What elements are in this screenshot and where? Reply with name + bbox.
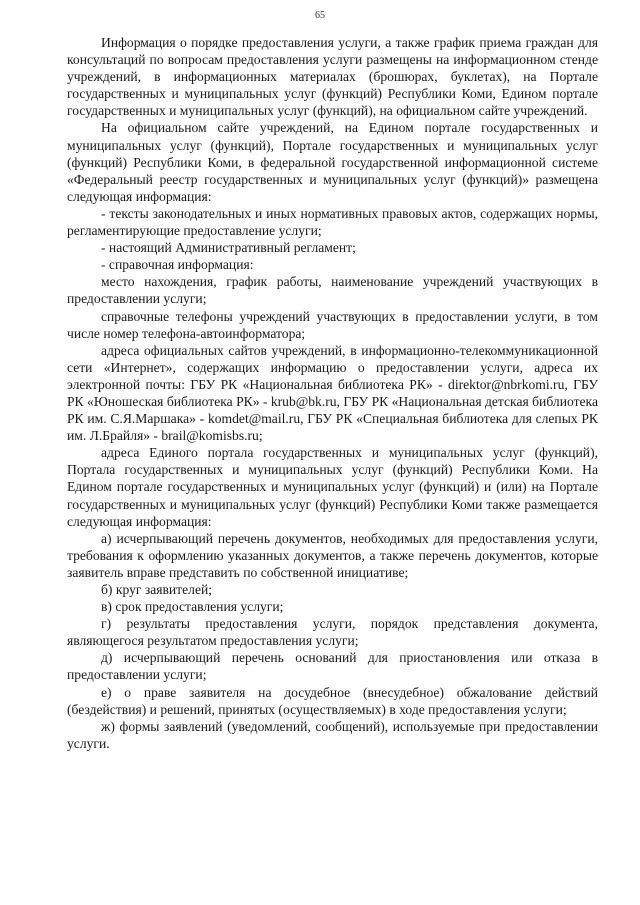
list-item-zh: ж) формы заявлений (уведомлений, сообщений), используемые при предоставлении услуги. xyxy=(67,718,598,751)
list-item-g: г) результаты предоставления услуги, порядок представления документа, являющегося результатом предоставления услуги; xyxy=(67,616,598,649)
list-item-e: е) о праве заявителя на досудебное (внесудебное) обжалование действий (бездействия) и решений, принятых (осуществляемых) в ходе предоставления услуги; xyxy=(67,684,598,717)
list-item-a: а) исчерпывающий перечень документов, необходимых для предоставления услуги, требования к оформлению указанных документов, а также перечень документов, которые заявитель вправе представить по собственной инициативе; xyxy=(67,530,598,580)
list-item-b: б) круг заявителей; xyxy=(101,582,213,597)
list-item-v: в) срок предоставления услуги; xyxy=(101,599,284,615)
list-item-legal-acts: - тексты законодательных и иных нормативных правовых актов, содержащих нормы, регламентирующие предоставление услуги; xyxy=(67,205,598,239)
paragraph-info-order: Информация о порядке предоставления услуги, а также график приема граждан для консультаций по вопросам предоставления услуги размещены на информационном стенде учреждений, в информационных материалах (брошюрах, буклетах), на Портале государственных и муниципальных услуг (функций) Республики Коми, Едином портале государственных и муниципальных услуг (функций), на официальном сайте учреждений. xyxy=(67,35,598,119)
document-body xyxy=(67,34,598,752)
list-item-reference-info: - справочная информация: xyxy=(101,257,254,273)
page-number: 65 xyxy=(315,10,325,21)
paragraph-portal-addresses: адреса Единого портала государственных и муниципальных услуг (функций), Портала государственных и муниципальных услуг (функций) Республики Коми. На Едином портале государственных и муниципальных услуг (функций) и (или) на Портале государственных и муниципальных услуг (функций) Республики Коми также размещается следующая информация: xyxy=(67,445,598,529)
list-item-regulation: - настоящий Административный регламент; xyxy=(101,240,356,256)
paragraph-official-site: На официальном сайте учреждений, на Едином портале государственных и муниципальных услуг (функций), Портале государственных и муниципальных услуг (функций) Республики Коми, в федеральной государственной информационной системе «Федеральный реестр государственных и муниципальных услуг (функций)» размещена следующая информация: xyxy=(67,120,598,204)
list-item-d: д) исчерпывающий перечень оснований для приостановления или отказа в предоставлении услуги; xyxy=(67,650,598,683)
paragraph-location: место нахождения, график работы, наименование учреждений участвующих в предоставлении услуги; xyxy=(67,274,598,307)
paragraph-websites: адреса официальных сайтов учреждений, в информационно-телекоммуникационной сети «Интернет», содержащих информацию о предоставлении услуги, адреса их электронной почты: ГБУ РК «Национальная библиотека РК» - direktor@nbrkomi.ru, ГБУ РК «Юношеская библиотека РК» - krub@bk.ru, ГБУ РК «Национальная детская библиотека РК им. С.Я.Маршака» - komdet@mail.ru, ГБУ РК «Специальная библиотека для слепых РК им. Л.Брайля» - brail@komisbs.ru; xyxy=(67,342,598,444)
paragraph-phones: справочные телефоны учреждений участвующих в предоставлении услуги, в том числе номер телефона-автоинформатора; xyxy=(67,308,598,341)
